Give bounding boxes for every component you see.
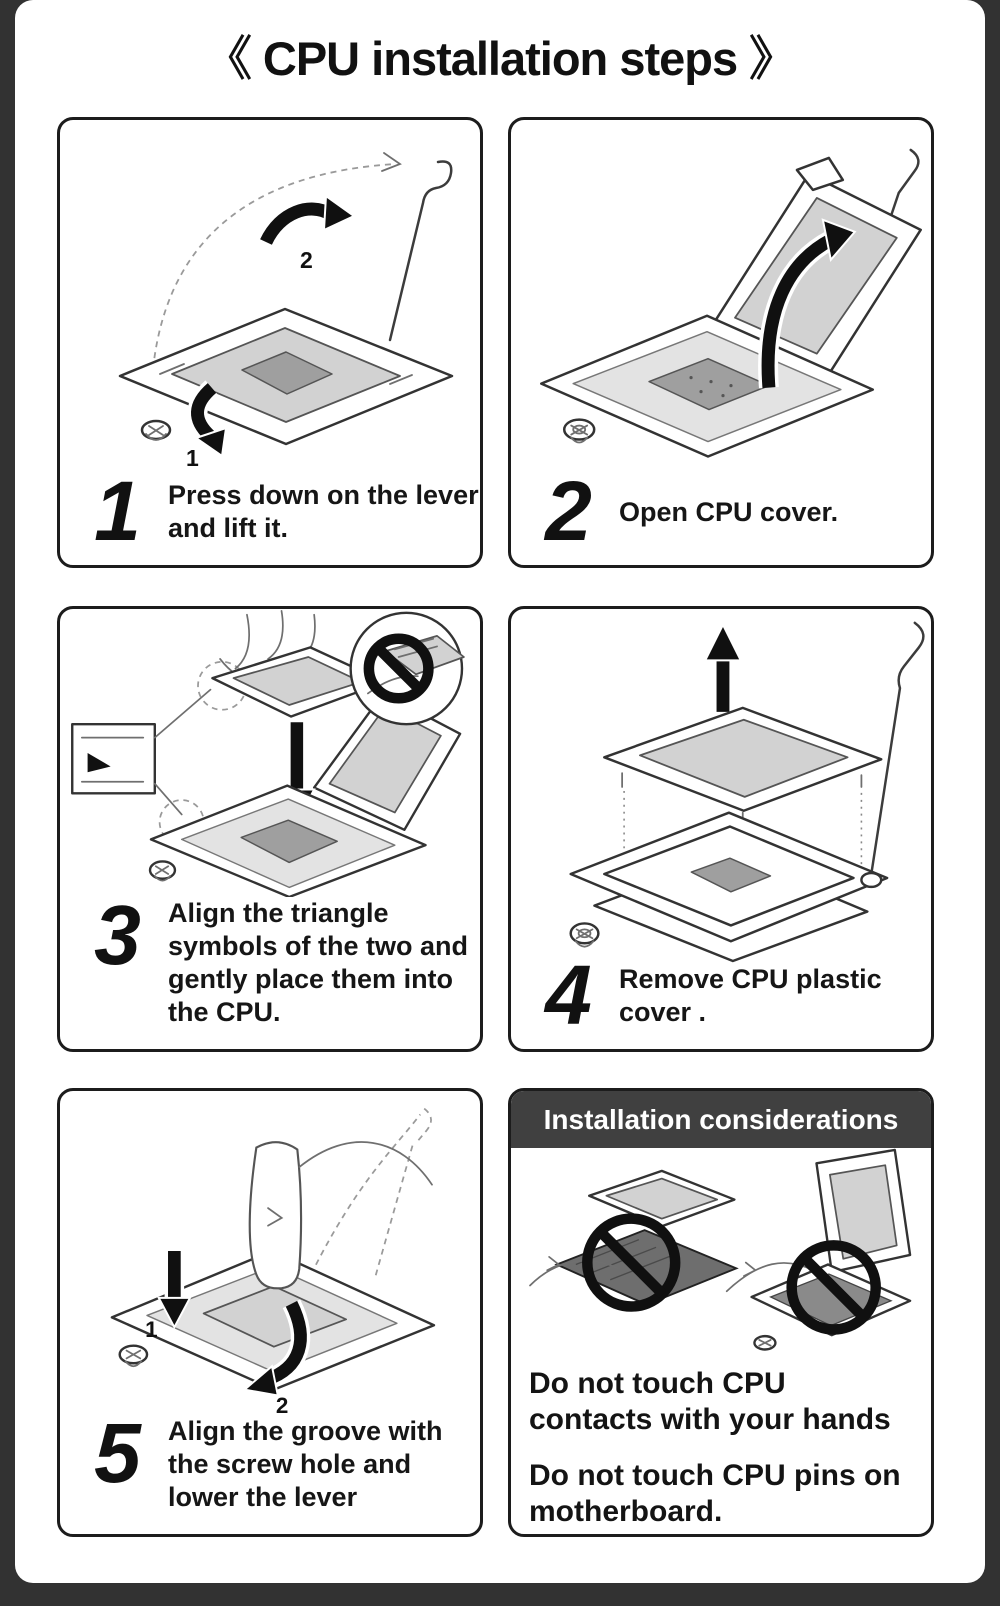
step-5-caption-line: the screw hole and — [168, 1449, 412, 1479]
pressing-finger-drawing — [250, 1142, 432, 1288]
step-2-number: 2 — [545, 464, 589, 559]
step-5-caption-line: lower the lever — [168, 1482, 358, 1512]
step-2-illustration — [511, 120, 931, 479]
lift-arrow-label: 2 — [300, 247, 313, 273]
considerations-header — [511, 1091, 931, 1148]
step-4-number: 4 — [545, 948, 589, 1043]
press-arrow-label: 1 — [186, 445, 199, 471]
step-4-illustration — [511, 609, 931, 963]
screw-icon — [150, 861, 175, 880]
step-3-panel — [57, 606, 483, 1052]
open-socket-drawing — [511, 120, 931, 479]
step-5-number: 5 — [94, 1406, 138, 1500]
triangle-inset-drawing — [72, 724, 155, 793]
step-1-caption — [60, 464, 480, 565]
lift-arrow-icon — [266, 209, 330, 242]
step-4-caption-line: Remove CPU plastic — [619, 964, 882, 994]
no-touch-drawings — [511, 1148, 931, 1360]
step-3-number: 3 — [94, 888, 138, 982]
step-3-illustration — [60, 609, 480, 897]
cpu-socket-lever-drawing — [60, 120, 480, 479]
page-title: 《 CPU installation steps 》 — [204, 32, 796, 85]
considerations-note: Do not touch CPU contacts with your hands — [529, 1367, 891, 1436]
step-3-caption-line: the CPU. — [168, 997, 281, 1027]
step-4-panel — [508, 606, 934, 1052]
screw-icon — [571, 923, 599, 946]
considerations-illustration — [511, 1148, 931, 1360]
considerations-panel — [508, 1088, 934, 1537]
step-1-panel — [57, 117, 483, 568]
step-4-caption — [511, 948, 931, 1049]
step-1-caption-line: Press down on the lever — [168, 480, 479, 510]
step-2-panel — [508, 117, 934, 568]
step-5-caption — [60, 1406, 480, 1534]
lower-lever-drawing — [60, 1091, 480, 1415]
step-3-caption-line: Align the triangle — [168, 898, 389, 928]
plastic-cover-removal-drawing — [511, 609, 931, 963]
step-5-caption-line: Align the groove with — [168, 1416, 443, 1446]
considerations-note: Do not touch CPU pins on motherboard. — [529, 1459, 901, 1528]
screw-icon — [142, 421, 170, 440]
cpu-placement-drawing — [60, 609, 480, 897]
cpu-contacts-drawing — [530, 1171, 736, 1307]
screw-icon — [564, 420, 594, 443]
press-arrow-label: 1 — [145, 1316, 158, 1342]
socket-pins-drawing — [727, 1150, 910, 1350]
step-2-caption — [511, 464, 931, 565]
no-touch-inset-icon — [351, 613, 464, 724]
socket-drawing — [120, 309, 452, 444]
step-1-illustration — [60, 120, 480, 479]
step-3-caption-line: symbols of the two and — [168, 931, 469, 961]
lower-arrow-label: 2 — [275, 1393, 289, 1415]
step-1-number: 1 — [94, 464, 138, 559]
step-5-panel — [57, 1088, 483, 1537]
considerations-body — [511, 1148, 931, 1537]
step-3-caption — [60, 888, 480, 1049]
step-2-caption-line: Open CPU cover. — [619, 496, 839, 527]
step-4-caption-line: cover . — [619, 997, 707, 1027]
step-1-caption-line: and lift it. — [168, 513, 288, 543]
screw-icon — [120, 1346, 147, 1366]
step-3-caption-line: gently place them into — [168, 964, 454, 994]
plastic-cover-drawing — [604, 708, 881, 825]
step-5-illustration — [60, 1091, 480, 1415]
considerations-header-label: Installation considerations — [543, 1104, 899, 1135]
